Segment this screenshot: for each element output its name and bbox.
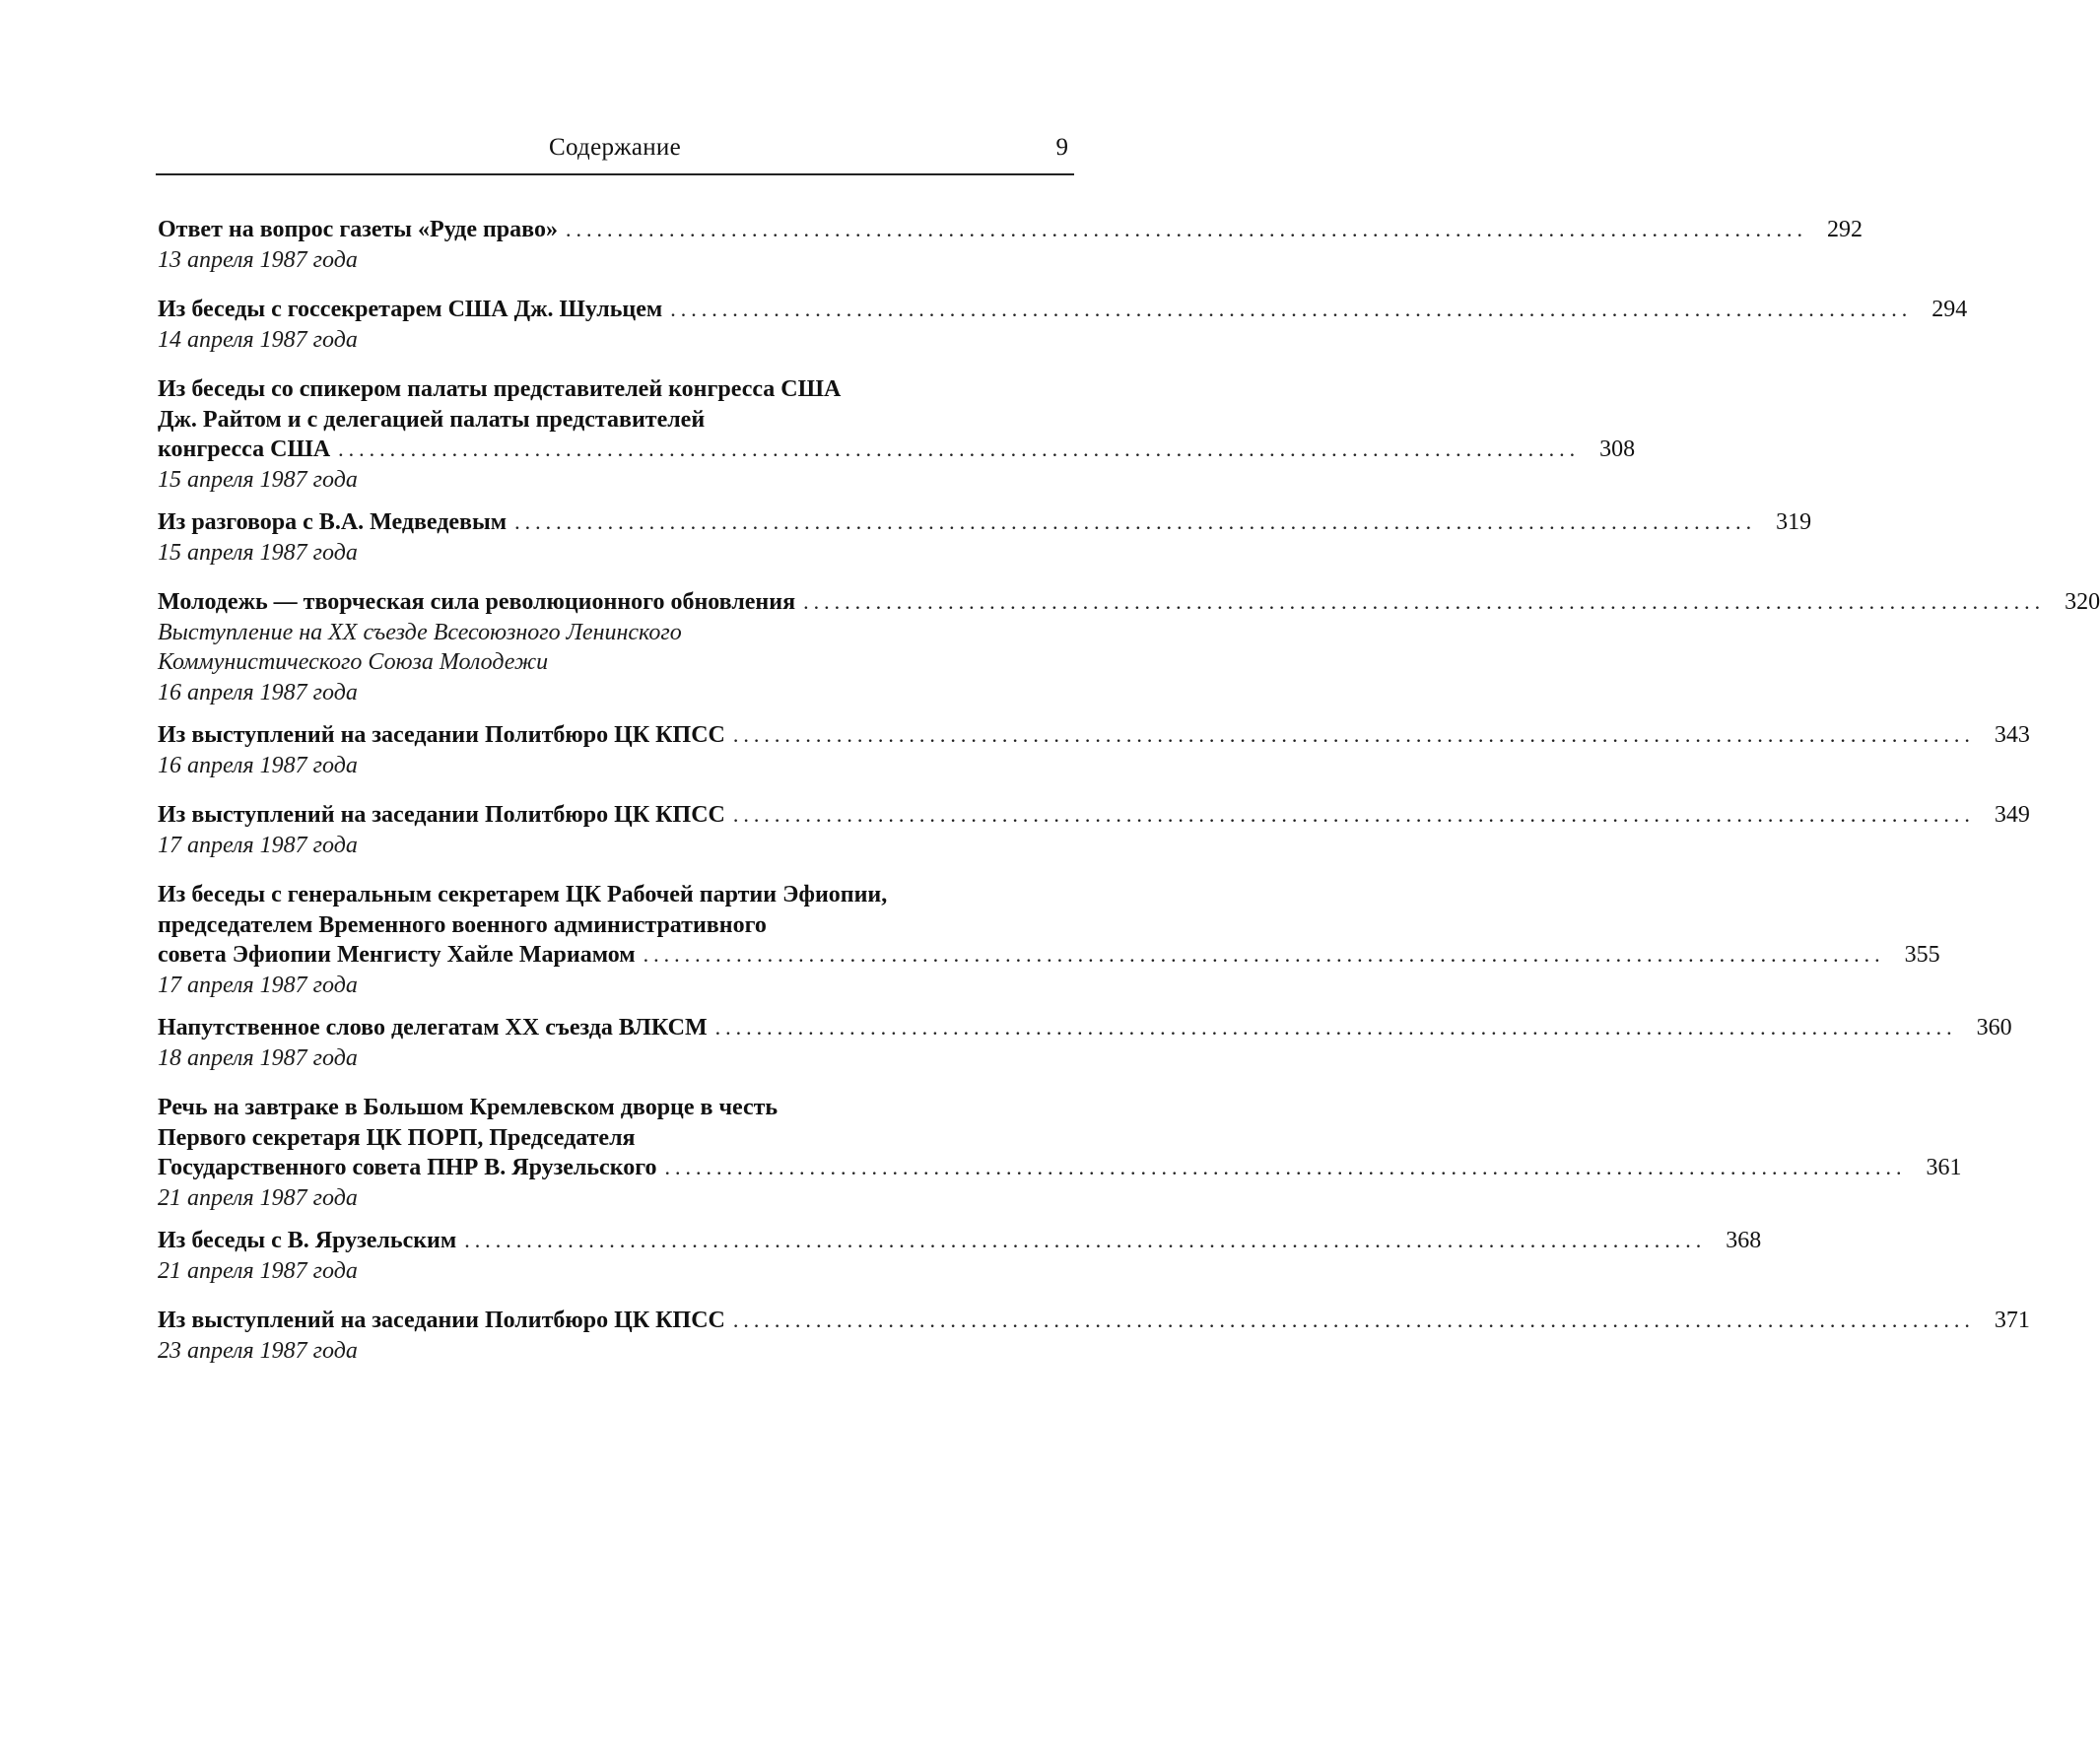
toc-entry (158, 1226, 1762, 1286)
dot-leader: ........................................................................................................................ (732, 802, 1975, 827)
toc-entry (158, 720, 2030, 780)
running-header (156, 130, 1074, 175)
toc-entry-title: Из беседы с госсекретарем США Дж. Шульцем (158, 297, 663, 322)
toc-entry-date: 17 апреля 1987 года (158, 832, 358, 858)
toc-entry-title-line: Дж. Райтом и с делегацией палаты представителей (158, 406, 706, 433)
toc-entry-title: Напутственное слово делегатам XX съезда ВЛКСМ (158, 1015, 708, 1041)
toc-entry-date: 23 апреля 1987 года (158, 1337, 358, 1364)
dot-leader: ........................................................................................................................ (670, 297, 1913, 321)
toc-entry (158, 374, 1636, 495)
toc-entry-date: 18 апреля 1987 года (158, 1044, 358, 1071)
toc-entry-title-last-line (158, 800, 2030, 831)
toc-entry (158, 880, 1940, 1000)
dot-leader: ........................................................................................................................ (732, 1308, 1975, 1332)
toc-entry-title-last-line (158, 587, 2100, 618)
toc-entry (158, 1013, 2012, 1073)
toc-entry-title: Из беседы с В. Ярузельским (158, 1228, 457, 1253)
toc-entry-page-number: 294 (1931, 297, 1968, 322)
toc-entry-title: конгресса США (158, 436, 331, 462)
toc-entry-title: Из выступлений на заседании Политбюро ЦК КПСС (158, 1308, 725, 1333)
toc-entry-title-last-line (158, 1226, 1762, 1256)
toc-entry (158, 215, 1863, 275)
toc-entry-page-number: 368 (1726, 1228, 1762, 1253)
toc-entry-title-last-line (158, 295, 1968, 325)
toc-entry-subtitle-line: Выступление на XX съезде Всесоюзного Ленинского (158, 619, 682, 645)
toc-entry-title-last-line (158, 1153, 1962, 1183)
toc-entry-page-number: 292 (1826, 217, 1863, 242)
dot-leader: ........................................................................................................................ (464, 1228, 1707, 1252)
toc-entry-date: 16 апреля 1987 года (158, 679, 358, 705)
toc-entry-title-line: Речь на завтраке в Большом Кремлевском дворце в честь (158, 1095, 779, 1120)
toc-entry (158, 800, 2030, 860)
toc-entry-date: 13 апреля 1987 года (158, 246, 358, 273)
dot-leader: ........................................................................................................................ (643, 942, 1885, 967)
toc-entry-title-line: Из беседы со спикером палаты представителей конгресса США (158, 376, 842, 402)
toc-entry-page-number: 343 (1994, 722, 2030, 748)
toc-entry-date: 15 апреля 1987 года (158, 466, 358, 493)
toc-entry-page-number: 308 (1599, 436, 1636, 462)
toc-entry-title-last-line (158, 720, 2030, 751)
toc-entry-page-number: 355 (1904, 942, 1940, 968)
toc-entry (158, 587, 2100, 707)
toc-entry-title: Из выступлений на заседании Политбюро ЦК КПСС (158, 802, 725, 828)
dot-leader: ........................................................................................................................ (732, 722, 1975, 747)
toc-entry-date: 21 апреля 1987 года (158, 1184, 358, 1211)
toc-entry (158, 1093, 1962, 1213)
toc-entry-page-number: 349 (1994, 802, 2030, 828)
toc-entry-title: Из выступлений на заседании Политбюро ЦК КПСС (158, 722, 725, 748)
toc-entry-title-last-line (158, 215, 1863, 245)
toc-entry-date: 17 апреля 1987 года (158, 972, 358, 998)
dot-leader: ........................................................................................................................ (714, 1015, 1957, 1040)
page-number: 9 (1055, 134, 1068, 161)
toc-entry-title-last-line (158, 1013, 2012, 1043)
toc-entry-title: Ответ на вопрос газеты «Руде право» (158, 217, 558, 242)
toc-entry-date: 14 апреля 1987 года (158, 326, 358, 353)
toc-entry-page-number: 360 (1976, 1015, 2012, 1041)
toc-entry-page-number: 361 (1926, 1155, 1962, 1180)
toc-entry-title: Государственного совета ПНР В. Ярузельского (158, 1155, 657, 1180)
dot-leader: ........................................................................................................................ (338, 436, 1581, 461)
toc-entry-title: совета Эфиопии Менгисту Хайле Мариамом (158, 942, 636, 968)
dot-leader: ........................................................................................................................ (565, 217, 1807, 241)
toc-entry (158, 1306, 2030, 1366)
toc-entry-title: Из разговора с В.А. Медведевым (158, 509, 508, 535)
toc-entry (158, 295, 1968, 355)
toc-entry-title-last-line (158, 940, 1940, 971)
toc-entry-title-last-line (158, 1306, 2030, 1336)
toc-entry-page-number: 319 (1776, 509, 1812, 535)
toc-entry (158, 507, 1812, 568)
toc-entry-title: Молодежь — творческая сила революционного обновления (158, 589, 796, 615)
toc-entry-title-line: Из беседы с генеральным секретарем ЦК Рабочей партии Эфиопии, (158, 882, 888, 907)
dot-leader: ........................................................................................................................ (803, 589, 2046, 614)
toc-entry-page-number: 371 (1994, 1308, 2030, 1333)
toc-entry-date: 16 апреля 1987 года (158, 752, 358, 778)
dot-leader: ........................................................................................................................ (514, 509, 1757, 534)
toc-entry-date: 21 апреля 1987 года (158, 1257, 358, 1284)
toc-entry-title-line: Первого секретаря ЦК ПОРП, Председателя (158, 1124, 636, 1151)
toc-entry-date: 15 апреля 1987 года (158, 539, 358, 566)
toc-entry-subtitle-line: Коммунистического Союза Молодежи (158, 649, 549, 675)
toc-entry-title-last-line (158, 435, 1636, 465)
dot-leader: ........................................................................................................................ (664, 1155, 1907, 1179)
toc-entry-title-last-line (158, 507, 1812, 538)
running-header-title: Содержание (549, 134, 681, 161)
toc-entry-title-line: председателем Временного военного административного (158, 911, 767, 938)
toc-entry-page-number: 320 (2065, 589, 2100, 615)
